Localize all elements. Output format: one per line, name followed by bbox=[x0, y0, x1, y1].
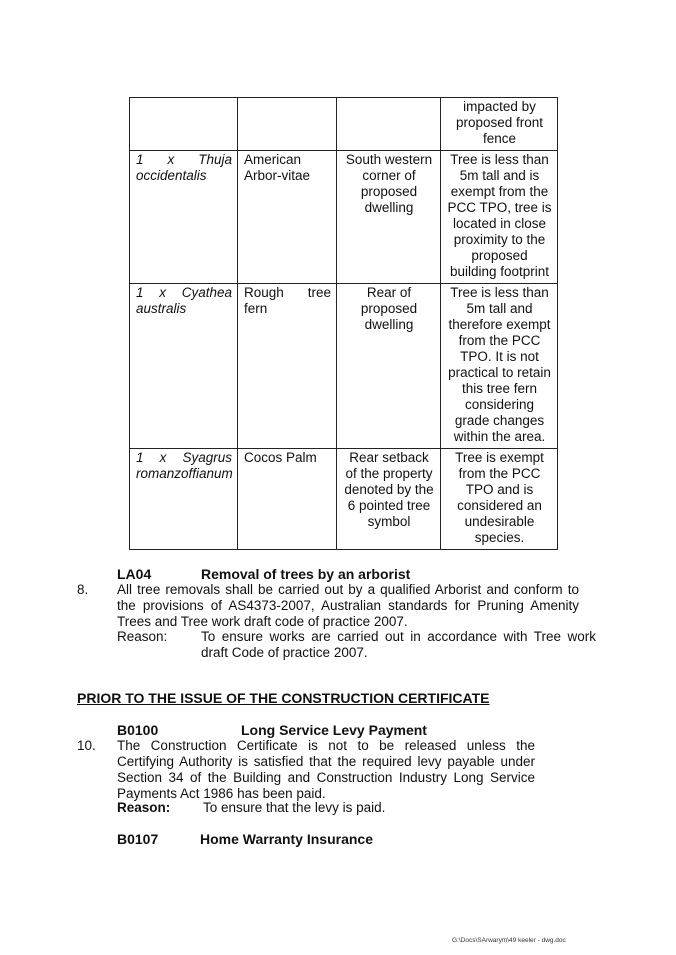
condition-number: 8. bbox=[77, 582, 89, 597]
species-cell: 1 x Syagrus romanzoffianum bbox=[130, 449, 238, 550]
reason-label: Reason: bbox=[117, 800, 171, 815]
table-row bbox=[130, 151, 558, 284]
table-row bbox=[130, 284, 558, 449]
comment-cell: impacted by proposed front fence bbox=[441, 98, 558, 151]
reason-text: To ensure that the levy is paid. bbox=[203, 800, 386, 815]
location-cell: Rear setback of the property denoted by the 6 pointed tree symbol bbox=[337, 449, 441, 550]
common-name-cell: American Arbor-vitae bbox=[238, 151, 337, 284]
tree-removal-table bbox=[129, 97, 558, 550]
reason-text: To ensure works are carried out in accordance with Tree work draft Code of practice 2007. bbox=[201, 629, 596, 660]
reason-label: Reason: bbox=[117, 629, 168, 644]
location-cell: Rear of proposed dwelling bbox=[337, 284, 441, 449]
file-path-footer: G:\Docs\SArwarym\49 keeler - dwg.doc bbox=[452, 937, 566, 944]
condition-code: LA04 bbox=[117, 566, 152, 582]
comment-cell: Tree is less than 5m tall and therefore exempt from the PCC TPO. It is not practical to retain this tree fern considering grade changes within the area. bbox=[441, 284, 558, 449]
comment-cell: Tree is less than 5m tall and is exempt from the PCC TPO, tree is located in close proximity to the proposed building footprint bbox=[441, 151, 558, 284]
condition-body: All tree removals shall be carried out by a qualified Arborist and conform to the provisions of AS4373-2007, Australian standards for Pruning Amenity Trees and Tree work draft code of practice 2007. bbox=[117, 582, 579, 629]
species-cell: 1 x Thuja occidentalis bbox=[130, 151, 238, 284]
condition-body: The Construction Certificate is not to be released unless the Certifying Authority is satisfied that the required levy payable under Section 34 of the Building and Construction Industry Long Service Payments Act 1986 has been paid. bbox=[117, 738, 535, 801]
location-cell: South western corner of proposed dwelling bbox=[337, 151, 441, 284]
condition-code: B0100 bbox=[117, 722, 159, 738]
condition-title: Long Service Levy Payment bbox=[241, 722, 427, 738]
table-row bbox=[130, 98, 558, 151]
comment-cell: Tree is exempt from the PCC TPO and is considered an undesirable species. bbox=[441, 449, 558, 550]
table-row bbox=[130, 449, 558, 550]
common-name-cell: Cocos Palm bbox=[238, 449, 337, 550]
condition-code: B0107 bbox=[117, 831, 159, 847]
location-cell bbox=[337, 98, 441, 151]
species-cell: 1 x Cyathea australis bbox=[130, 284, 238, 449]
condition-number: 10. bbox=[77, 738, 96, 753]
condition-title: Removal of trees by an arborist bbox=[201, 566, 411, 582]
common-name-cell: Rough tree fern bbox=[238, 284, 337, 449]
condition-title: Home Warranty Insurance bbox=[200, 831, 373, 847]
species-cell bbox=[130, 98, 238, 151]
common-name-cell bbox=[238, 98, 337, 151]
section-heading: PRIOR TO THE ISSUE OF THE CONSTRUCTION CERTIFICATE bbox=[77, 690, 490, 706]
